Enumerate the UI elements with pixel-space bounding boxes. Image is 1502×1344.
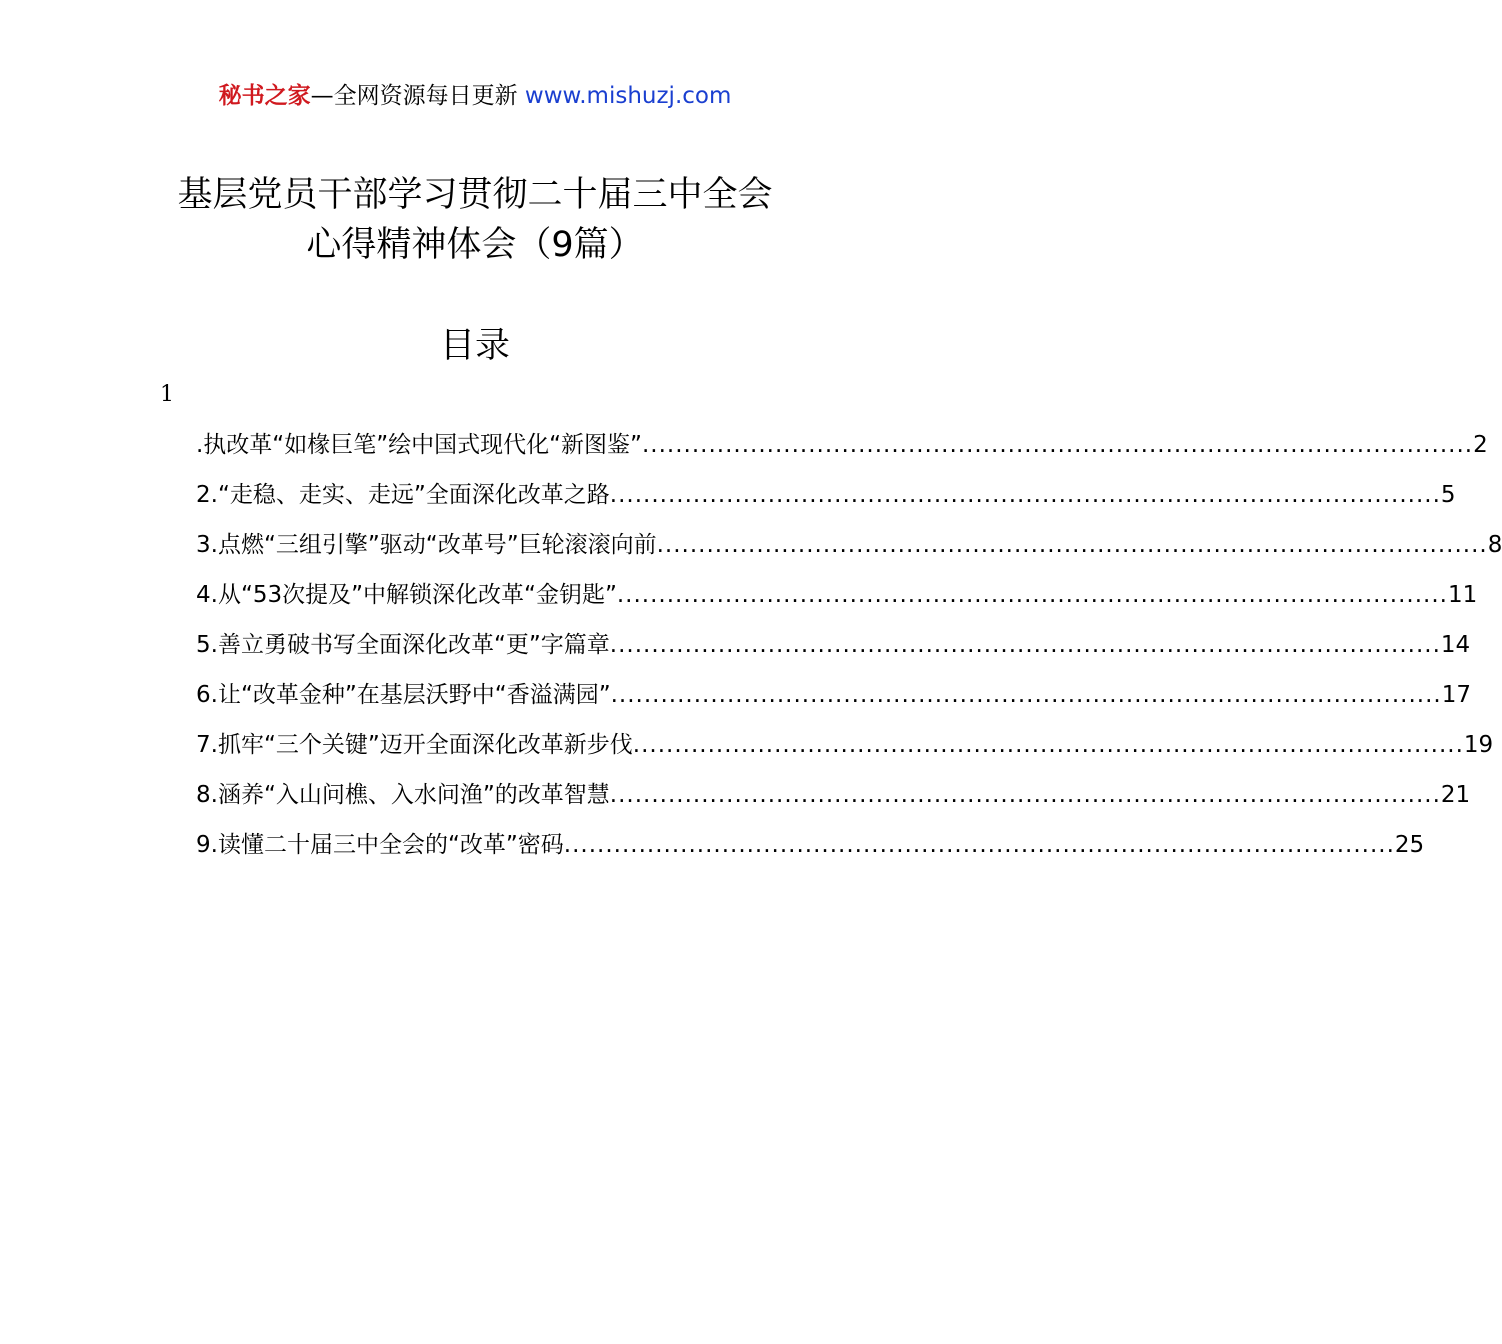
toc-leader-dots: [610, 620, 1441, 670]
toc-entry-page: 19: [1463, 732, 1494, 758]
toc-entry-page: 8: [1487, 532, 1502, 558]
toc-entry[interactable]: [196, 470, 1456, 520]
brand-name: 秘书之家: [218, 83, 311, 109]
toc-entry[interactable]: [196, 820, 1425, 870]
toc-entry-title: 4.从“53次提及”中解锁深化改革“金钥匙”: [196, 582, 617, 608]
toc-entry[interactable]: [196, 570, 1478, 620]
toc-number: 1: [160, 382, 174, 407]
toc-heading: 目录: [439, 326, 510, 366]
toc-entry-page: 2: [1473, 432, 1488, 458]
toc-entry-title: .执改革“如椽巨笔”绘中国式现代化“新图鉴”: [196, 432, 642, 458]
toc-entry-title: 8.涵养“入山问樵、入水问渔”的改革智慧: [196, 782, 610, 808]
toc-entry-title: 3.点燃“三组引擎”驱动“改革号”巨轮滚滚向前: [196, 532, 657, 558]
toc-entry[interactable]: [196, 770, 1471, 820]
toc-entry-title: 6.让“改革金种”在基层沃野中“香溢满园”: [196, 682, 611, 708]
toc-entry-page: 14: [1440, 632, 1471, 658]
toc-leader-dots: [611, 670, 1442, 720]
toc-leader-dots: [610, 770, 1441, 820]
document-title: [0, 170, 950, 270]
title-line-2: 心得精神体会（9篇）: [306, 225, 644, 265]
site-url-link[interactable]: www.mishuzj.com: [524, 83, 732, 109]
toc-entry-page: 11: [1447, 582, 1478, 608]
toc-entry[interactable]: [196, 620, 1471, 670]
toc-leader-dots: [610, 470, 1441, 520]
toc-entry-title: 9.读懂二十届三中全会的“改革”密码: [196, 832, 564, 858]
toc-leader-dots: [657, 520, 1488, 570]
toc-leader-dots: [564, 820, 1395, 870]
table-of-contents: [196, 420, 1502, 870]
toc-entry-title: 2.“走稳、走实、走远”全面深化改革之路: [196, 482, 610, 508]
toc-entry-page: 21: [1440, 782, 1471, 808]
toc-leader-dots: [642, 420, 1473, 470]
toc-entry-title: 7.抓牢“三个关键”迈开全面深化改革新步伐: [196, 732, 633, 758]
toc-entry[interactable]: [196, 520, 1502, 570]
toc-leader-dots: [617, 570, 1448, 620]
title-line-1: 基层党员干部学习贯彻二十届三中全会: [177, 175, 773, 215]
toc-leader-dots: [633, 720, 1464, 770]
toc-entry[interactable]: [196, 670, 1471, 720]
toc-entry-page: 5: [1440, 482, 1456, 508]
toc-entry-page: 25: [1394, 832, 1425, 858]
site-header: [0, 78, 950, 114]
toc-entry-title: 5.善立勇破书写全面深化改革“更”字篇章: [196, 632, 610, 658]
toc-entry-page: 17: [1441, 682, 1471, 708]
header-tagline: —全网资源每日更新: [310, 83, 525, 109]
toc-entry[interactable]: [196, 420, 1488, 470]
toc-entry[interactable]: [196, 720, 1494, 770]
